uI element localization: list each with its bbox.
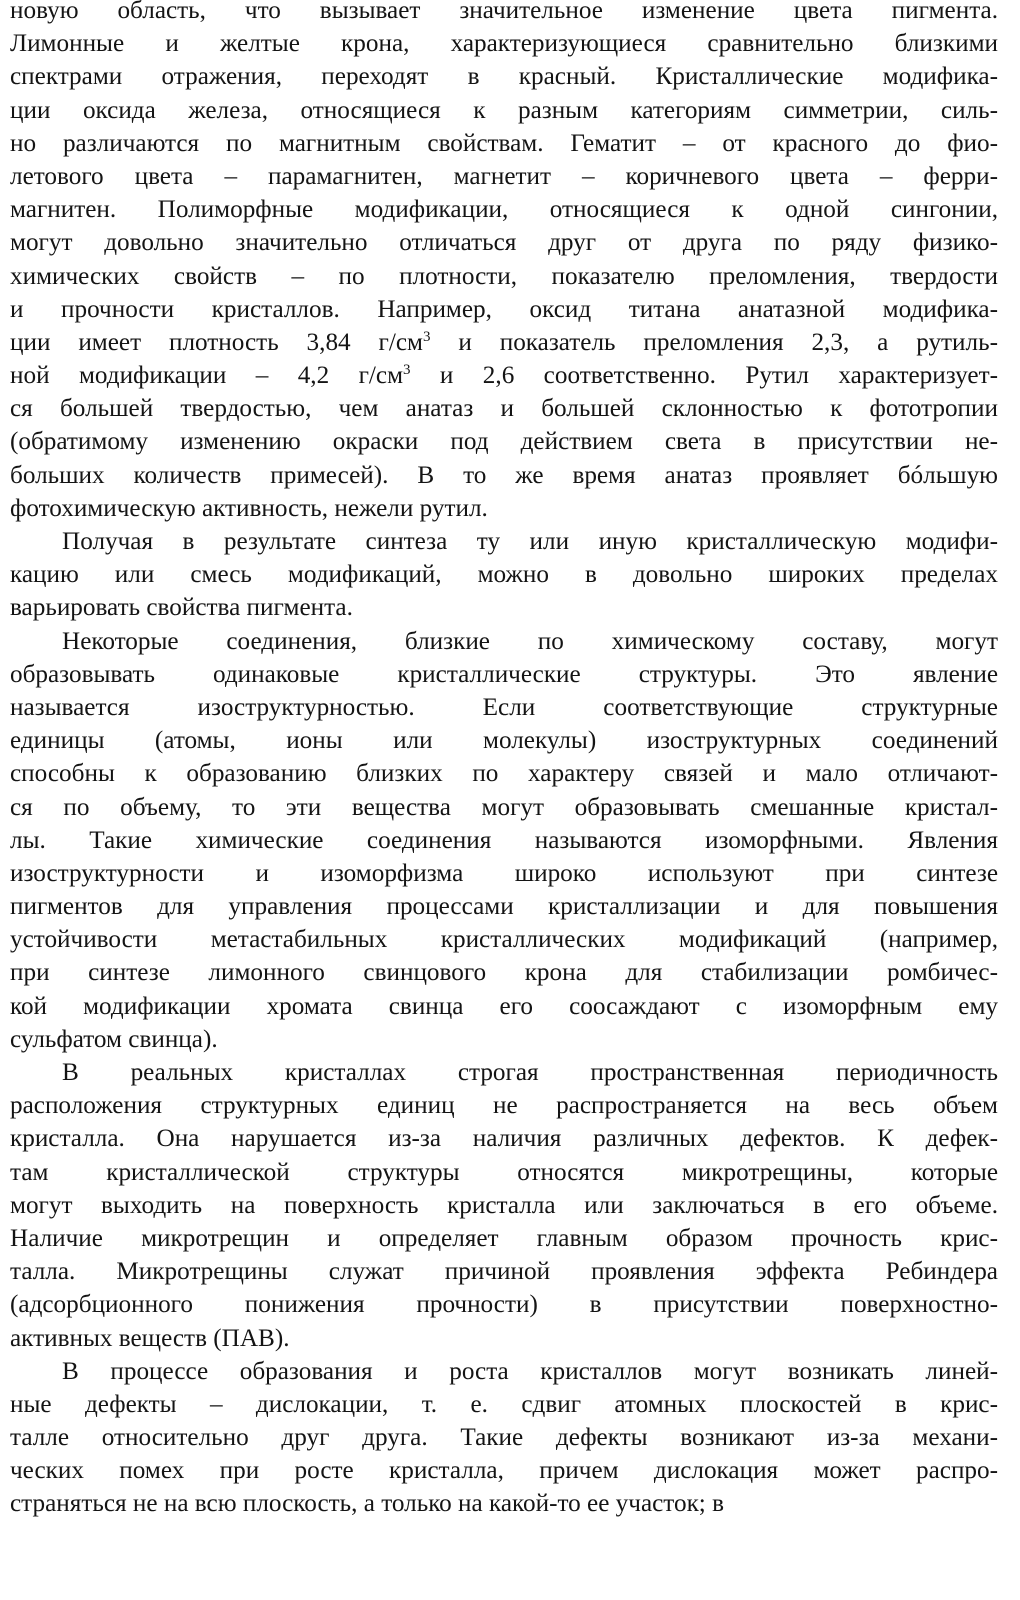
text-line: кристалла. Она нарушается из-за наличия различных дефектов. К дефек- <box>10 1125 998 1153</box>
body-text <box>10 0 998 1521</box>
text-line: единицы (атомы, ионы или молекулы) изоструктурных соединений <box>10 727 998 755</box>
text-line: талле относительно друг друга. Такие дефекты возникают из-за механи- <box>10 1424 998 1452</box>
text-line: кой модификации хромата свинца его соосаждают с изоморфным ему <box>10 992 998 1020</box>
text-line: больших количеств примесей). В то же время анатаз проявляет бóльшую <box>10 461 998 489</box>
line-segment: и 2,6 соответственно. Рутил характеризует- <box>410 362 998 390</box>
text-line: фотохимическую активность, нежели рутил. <box>10 494 488 522</box>
text-line: В процессе образования и роста кристаллов могут возникать линей- <box>62 1357 998 1385</box>
text-line <box>10 326 998 359</box>
text-line: летового цвета – парамагнитен, магнетит – коричневого цвета – ферри- <box>10 162 998 190</box>
text-line: и прочности кристаллов. Например, оксид титана анатазной модифика- <box>10 295 998 323</box>
paragraph <box>10 1355 998 1521</box>
text-line: устойчивости метастабильных кристаллических модификаций (например, <box>10 926 998 954</box>
line-segment: ной модификации – 4,2 г/см <box>10 362 404 390</box>
text-line: пигментов для управления процессами кристаллизации и для повышения <box>10 893 998 921</box>
text-line: изоструктурности и изоморфизма широко используют при синтезе <box>10 859 998 887</box>
text-line: но различаются по магнитным свойствам. Гематит – от красного до фио- <box>10 129 998 157</box>
text-line: магнитен. Полиморфные модификации, относящиеся к одной сингонии, <box>10 196 998 224</box>
line-segment: ции имеет плотность 3,84 г/см <box>10 328 423 356</box>
text-line <box>10 359 998 392</box>
text-line: новую область, что вызывает значительное изменение цвета пигмента. <box>10 0 998 24</box>
text-line: ные дефекты – дислокации, т. е. сдвиг атомных плоскостей в крис- <box>10 1390 998 1418</box>
text-line: ся по объему, то эти вещества могут образовывать смешанные кристал- <box>10 793 998 821</box>
text-line: В реальных кристаллах строгая пространственная периодичность <box>62 1059 998 1086</box>
text-line: там кристаллической структуры относятся микротрещины, которые <box>10 1158 998 1186</box>
text-line: ся большей твердостью, чем анатаз и большей склонностью к фототропии <box>10 395 998 423</box>
text-line: Некоторые соединения, близкие по химическому составу, могут <box>62 627 998 655</box>
text-line: спектрами отражения, переходят в красный. Кристаллические модифика- <box>10 63 998 91</box>
text-line: ческих помех при росте кристалла, причем дислокация может распро- <box>10 1457 998 1485</box>
paragraph <box>10 1056 998 1355</box>
superscript: 3 <box>403 362 411 379</box>
text-line: (обратимому изменению окраски под действием света в присутствии не- <box>10 428 998 456</box>
text-line: сульфатом свинца). <box>10 1025 218 1053</box>
text-line: ции оксида железа, относящиеся к разным категориям симметрии, силь- <box>10 96 998 124</box>
text-line: называется изоструктурностью. Если соответствующие структурные <box>10 693 998 721</box>
text-line: лы. Такие химические соединения называются изоморфными. Явления <box>10 826 998 854</box>
text-line: кацию или смесь модификаций, можно в довольно широких пределах <box>10 561 998 589</box>
superscript: 3 <box>422 328 431 345</box>
line-segment: и показатель преломления 2,3, а рутиль- <box>430 328 998 356</box>
paragraph <box>10 0 998 525</box>
text-line: расположения структурных единиц не распространяется на весь объем <box>10 1092 998 1120</box>
text-line: при синтезе лимонного свинцового крона для стабилизации ромбичес- <box>10 959 998 987</box>
text-line: активных веществ (ПАВ). <box>10 1324 290 1352</box>
text-line: образовывать одинаковые кристаллические структуры. Это явление <box>10 660 998 688</box>
text-line: Наличие микротрещин и определяет главным образом прочность крис- <box>10 1224 998 1252</box>
text-line: химических свойств – по плотности, показателю преломления, твердости <box>10 262 998 290</box>
paragraph <box>10 525 998 625</box>
text-line: талла. Микротрещины служат причиной проявления эффекта Ребиндера <box>10 1258 998 1286</box>
text-line: Получая в результате синтеза ту или иную кристаллическую модифи- <box>62 528 998 555</box>
text-line: страняться не на всю плоскость, а только на какой-то ее участок; в <box>10 1490 724 1518</box>
text-line: могут довольно значительно отличаться друг от друга по ряду физико- <box>10 229 998 257</box>
text-line: способны к образованию близких по характеру связей и мало отличают- <box>10 760 998 788</box>
paragraph <box>10 625 998 1056</box>
text-line: Лимонные и желтые крона, характеризующиеся сравнительно близкими <box>10 30 998 58</box>
text-line: (адсорбционного понижения прочности) в присутствии поверхностно- <box>10 1291 998 1319</box>
text-line: варьировать свойства пигмента. <box>10 594 353 622</box>
text-line: могут выходить на поверхность кристалла или заключаться в его объеме. <box>10 1191 998 1219</box>
